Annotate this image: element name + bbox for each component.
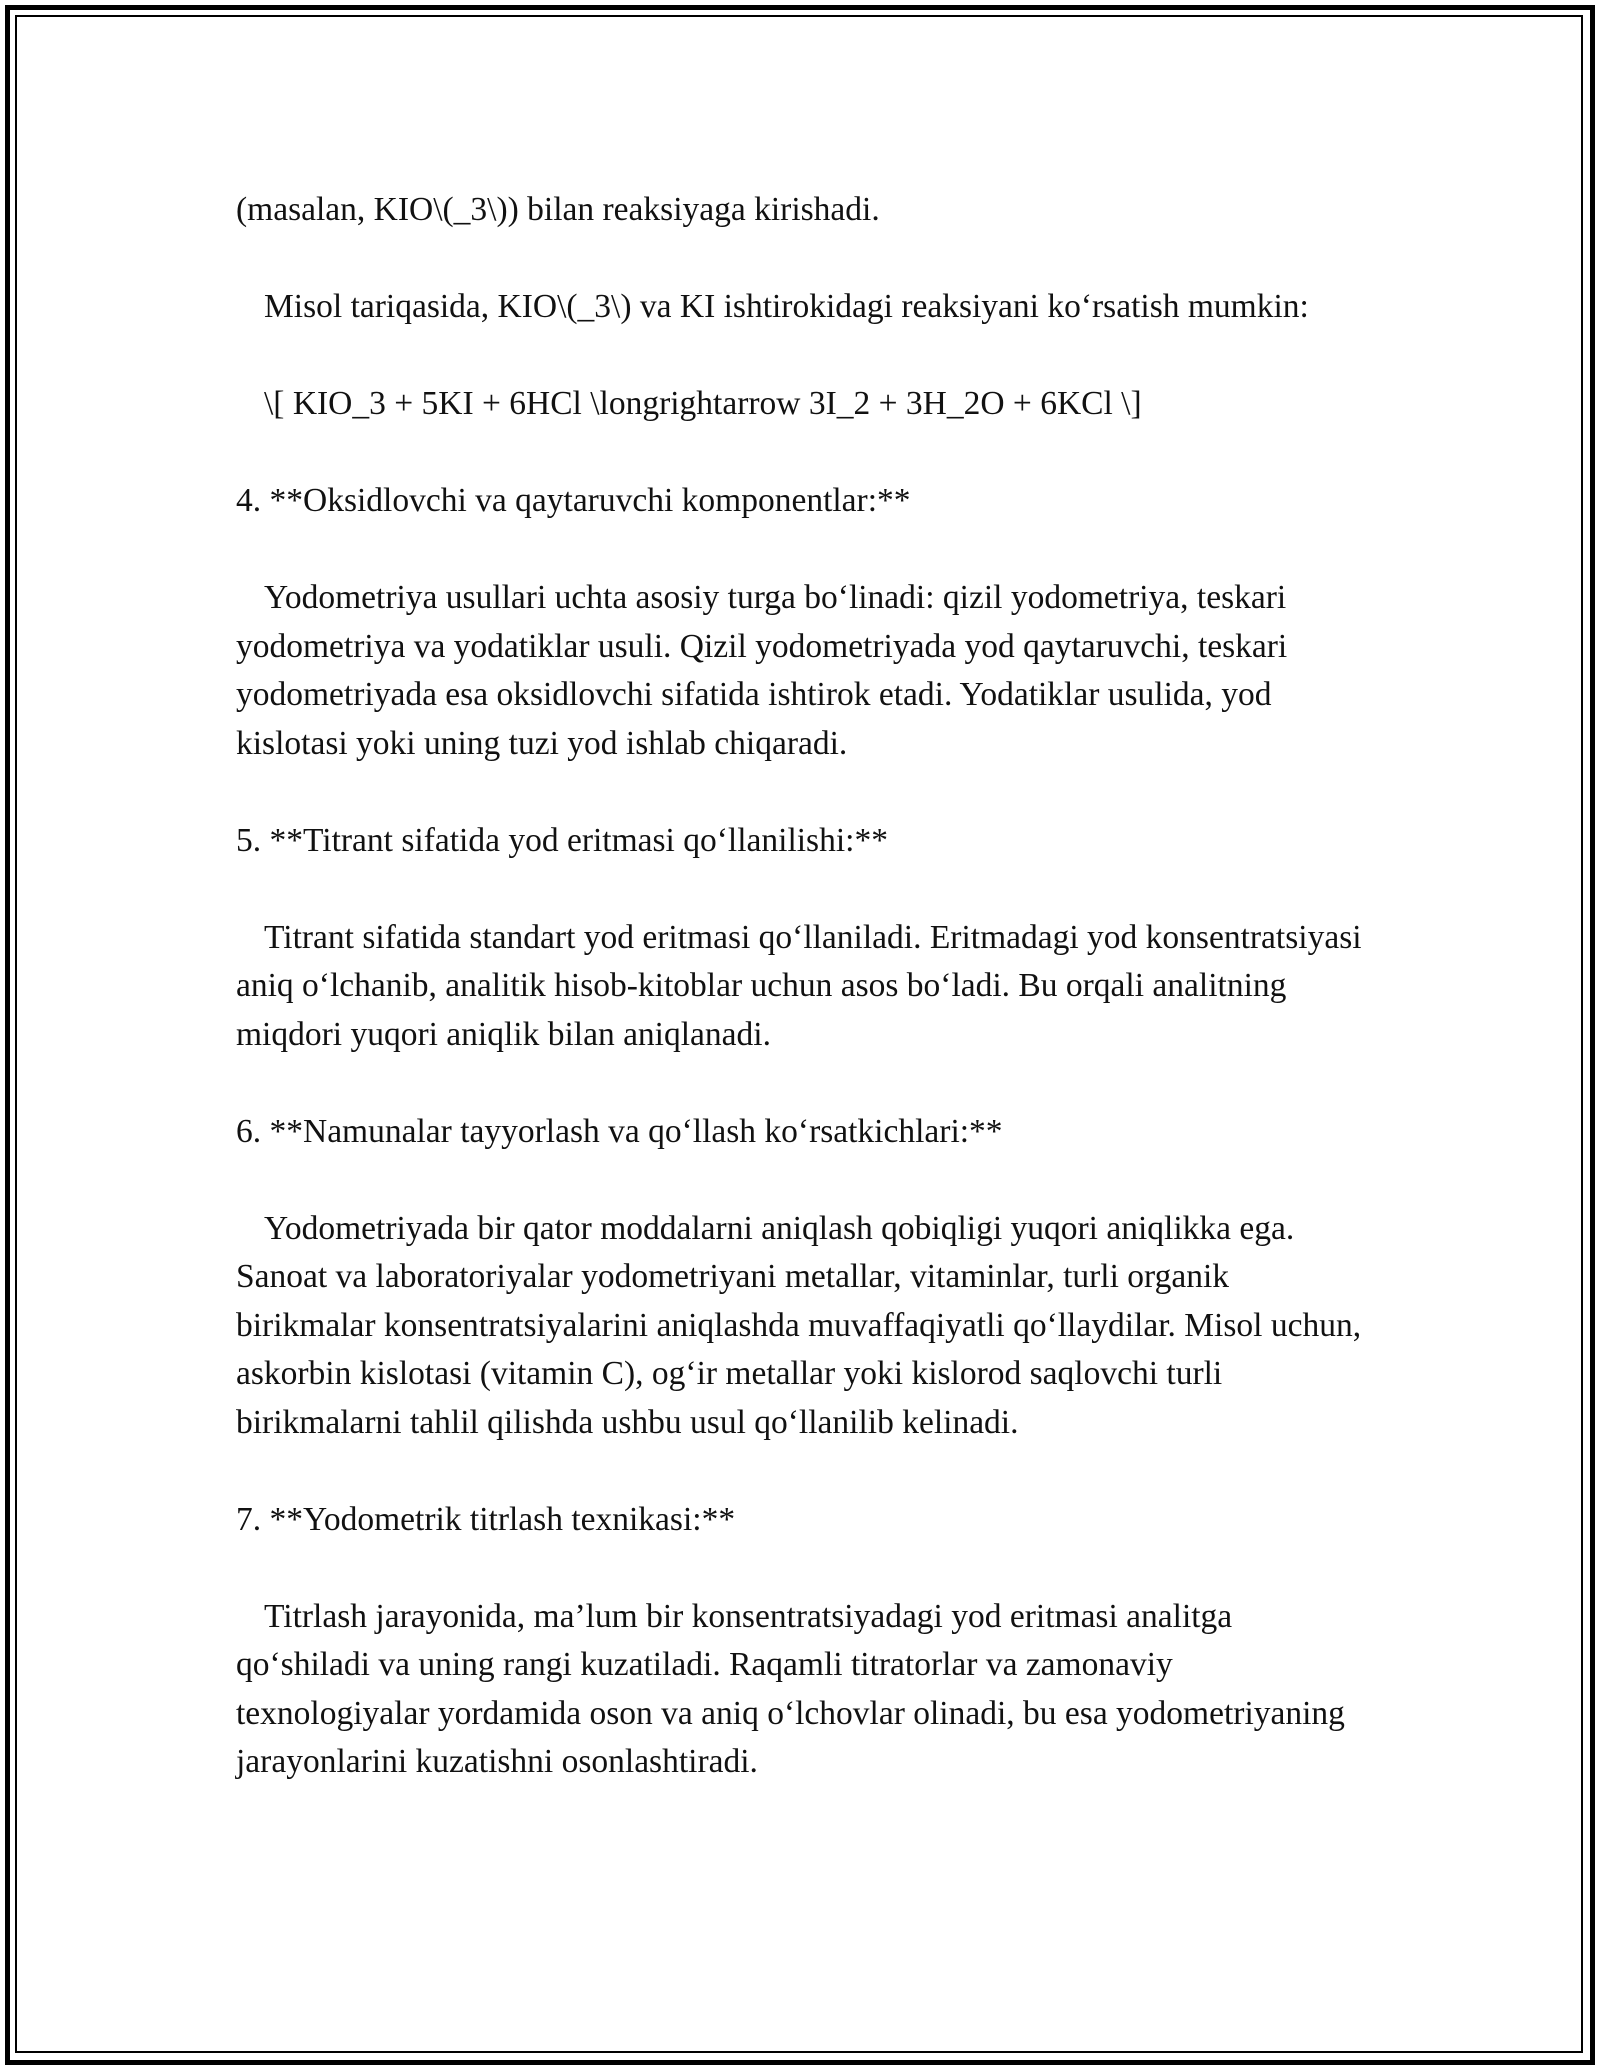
paragraph-section-5: Titrant sifatida standart yod eritmasi qo‘llaniladi. Eritmadagi yod konsentratsiyasi aniq o‘lchanib, analitik hisob-kitoblar uchun asos bo‘ladi. Bu orqali analitning miqdori yuqori aniqlik bilan aniqlanadi. <box>236 918 1370 1053</box>
document-body <box>236 186 1370 1787</box>
section-heading-4: 4. **Oksidlovchi va qaytaruvchi komponentlar:** <box>236 482 911 519</box>
section-heading-5: 5. **Titrant sifatida yod eritmasi qo‘llanilishi:** <box>236 821 888 859</box>
paragraph-section-4: Yodometriya usullari uchta asosiy turga bo‘linadi: qizil yodometriya, teskari yodometriya va yodatiklar usuli. Qizil yodometriyada yod qaytaruvchi, teskari yodometriyada esa oksidlovchi sifatida ishtirok etadi. Yodatiklar usulida, yod kislotasi yoki uning tuzi yod ishlab chiqaradi. <box>236 579 1296 762</box>
paragraph-section-6: Yodometriyada bir qator moddalarni aniqlash qobiqligi yuqori aniqlikka ega. Sanoat va laboratoriyalar yodometriyani metallar, vitaminlar, turli organik birikmalar konsentratsiyalarini aniqlashda muvaffaqiyatli qo‘llaydilar. Misol uchun, askorbin kislotasi (vitamin C), og‘ir metallar yoki kislorod saqlovchi turli birikmalarni tahlil qilishda ushbu usul qo‘llanilib kelinadi. <box>236 1209 1370 1441</box>
section-heading-6: 6. **Namunalar tayyorlash va qo‘llash ko‘rsatkichlari:** <box>236 1112 1003 1150</box>
paragraph-continuation: (masalan, KIO\(_3\)) bilan reaksiyaga kirishadi. <box>236 191 880 228</box>
reaction-equation: \[ KIO_3 + 5KI + 6HCl \longrightarrow 3I_2 + 3H_2O + 6KCl \] <box>264 385 1142 422</box>
paragraph-example-intro: Misol tariqasida, KIO\(_3\) va KI ishtirokidagi reaksiyani ko‘rsatish mumkin: <box>264 288 1309 325</box>
paragraph-section-7: Titrlash jarayonida, ma’lum bir konsentratsiyadagi yod eritmasi analitga qo‘shiladi va uning rangi kuzatiladi. Raqamli titratorlar va zamonaviy texnologiyalar yordamida oson va aniq o‘lchovlar olinadi, bu esa yodometriyaning jarayonlarini kuzatishni osonlashtiradi. <box>236 1597 1354 1780</box>
section-heading-7: 7. **Yodometrik titrlash texnikasi:** <box>236 1500 736 1538</box>
